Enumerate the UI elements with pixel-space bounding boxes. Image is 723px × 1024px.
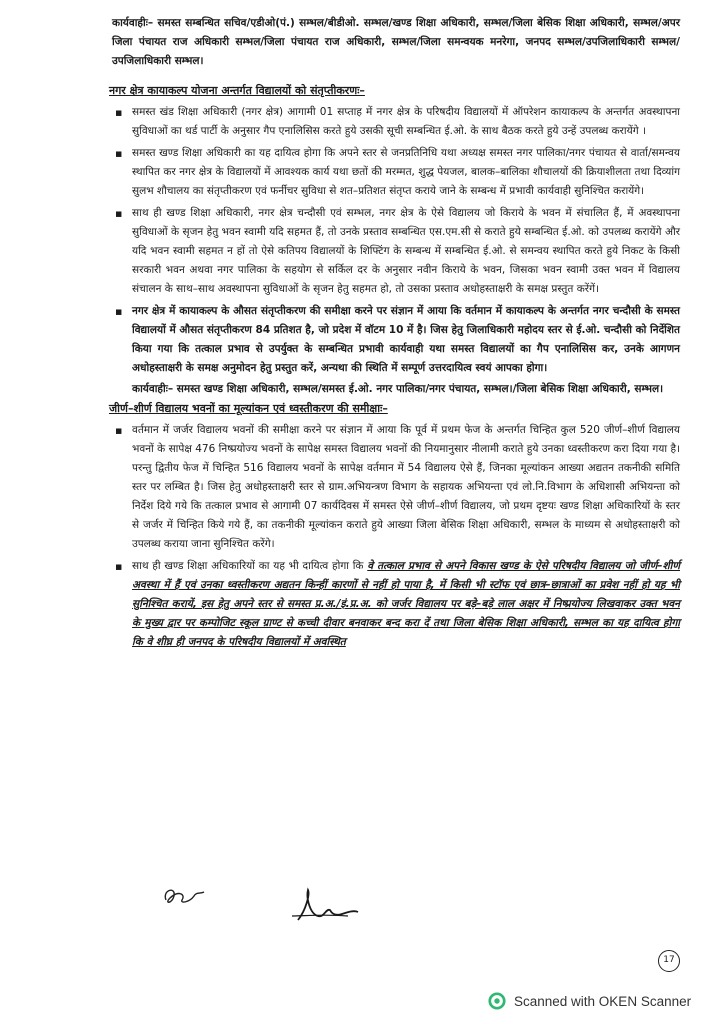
section1-bullet-2: ▪ समस्त खण्ड शिक्षा अधिकारी का यह दायित्व होगा कि अपने स्तर से जनप्रतिनिधि यथा अध्यक्ष समस्त नगर पालिका/नगर पंचायत से वार्ता/समन्वय स्थापित कर नगर क्षेत्र के विद्यालयों में आवश्यक कार्य यथा छतों की मरम्मत, शुद्ध पेयजल, बालक–बालिका शौचालयों की क्रियाशीलता तथा दिव्यांग सुलभ शौचालय का संतृप्तीकरण एवं फर्नीचर सुविधा से शत–प्रतिशत संतृप्त कराये जाने के सम्बन्ध में प्रभावी कार्यवाही सुनिश्चित करायेंगे। — [112, 144, 680, 201]
section1-bullets — [112, 103, 680, 378]
document-body — [109, 14, 680, 652]
intro-action-text: कार्यवाहीः– समस्त सम्बन्धित सचिव/एडीओ(पं.) सम्भल/बीडीओ. सम्भल/खण्ड शिक्षा अधिकारी, सम्भल/जिला बेसिक शिक्षा अधिकारी, सम्भल/अपर जिला पंचायत राज अधिकारी सम्भल/जिला पंचायत राज अधिकारी, सम्भल/जिला समन्वयक मनरेगा, जनपद सम्भल/उपजिलाधिकारी सम्भल/उपजिलाधिकारी सम्भल। — [112, 17, 680, 67]
section2-heading: जीर्ण–शीर्ण विद्यालय भवनों का मूल्यांकन एवं ध्वस्तीकरण की समीक्षाः– — [109, 402, 388, 415]
initials-signature-icon — [160, 880, 210, 914]
section1-bullet-1: ▪ समस्त खंड शिक्षा अधिकारी (नगर क्षेत्र) आगामी 01 सप्ताह में नगर क्षेत्र के परिषदीय विद्यालयों में ऑपरेशन कायाकल्प के अन्तर्गत अवस्थापना सुविधाओं का थर्ड पार्टी के अनुसार गैप एनालिसिस करते हुये उसकी सूची सम्बन्धित ई.ओ. के साथ बैठक करते हुये उन्हें उपलब्ध करायेंगे । — [112, 103, 680, 141]
section1-bullet-3: ▪ साथ ही खण्ड शिक्षा अधिकारी, नगर क्षेत्र चन्दौसी एवं सम्भल, नगर क्षेत्र के ऐसे विद्यालय जो किराये के भवन में संचालित हैं, में अवस्थापना सुविधाओं के सृजन हेतु भवन स्वामी यदि सहमत हैं, तो उनके प्रस्ताव सम्बन्धित एस.एम.सी से कराते हुये सम्बन्धित ई.ओ. को उपलब्ध करायेंगे और यदि भवन स्वामी सहमत न हों तो ऐसे कतिपय विद्यालयों के शिफ्टिंग के सम्बन्ध में सम्बन्धित ई.ओ. से समन्वय स्थापित करते हुये निकट के किसी सरकारी भवन अथवा नगर पालिका के सहयोग से सर्किल दर के अनुसार नवीन किराये के भवन, जिसका भवन स्वामी उक्त भवन में विद्यालय संचालन के साथ–साथ अवस्थापना सुविधाओं के सृजन हेतु सहमत हो, तो उसका प्रस्ताव अधोहस्ताक्षरी के समक्ष प्रस्तुत करेंगें। — [112, 204, 680, 299]
scanner-logo-icon — [488, 992, 506, 1010]
section2-bullet-2 — [112, 557, 680, 652]
section2-bullet-1: ▪ वर्तमान में जर्जर विद्यालय भवनों की समीक्षा करने पर संज्ञान में आया कि पूर्व में प्रथम फेज के अन्तर्गत चिन्हित कुल 520 जीर्ण–शीर्ण विद्यालय भवनों के सापेक्ष 476 निष्प्रयोज्य भवनों के सापेक्ष समस्त विद्यालय भवनों की नियमानुसार नीलामी कराते हुये उनका ध्वस्तीकरण करा दिया गया है। परन्तु द्वितीय फेज में चिन्हित 516 विद्यालय भवनों के सापेक्ष वर्तमान में 54 विद्यालय ऐसे हैं, जिनका मूल्यांकन आख्या अद्यतन तकनीकी समिति स्तर पर लम्बित है। जिस हेतु अधोहस्ताक्षरी स्तर से ग्राम.अभियन्त्रण विभाग के सहायक अभियन्ता एवं लो.नि.विभाग के अधिशासी अभियन्ता को निर्देश दिये गये कि तत्काल प्रभाव से आगामी 07 कार्यदिवस में समस्त ऐसे जीर्ण–शीर्ण विद्यालय, जो प्रथम दृष्टयः खण्ड शिक्षा अधिकारियों के स्तर से जर्जर में चिन्हित किये गये हैं, का तकनीकी मूल्यांकन कराते हुये आख्या जिला बेसिक शिक्षा अधिकारी, सम्भल के माध्यम से अधोहस्ताक्षरी को उपलब्ध कराया जाना सुनिश्चित करेंगे। — [112, 421, 680, 554]
officer-signature-icon — [288, 886, 360, 928]
section1-bullet-4: ▪ नगर क्षेत्र में कायाकल्प के औसत संतृप्तीकरण की समीक्षा करने पर संज्ञान में आया कि वर्तमान में कायाकल्प के अन्तर्गत नगर चन्दौसी के समस्त विद्यालयों में औसत संतृप्तीकरण 84 प्रतिशत है, जो प्रदेश में वॉटम 10 में है। जिस हेतु जिलाधिकारी महोदय स्तर से ई.ओ. चन्दौसी को निर्देशित किया गया कि तत्काल प्रभाव से उपर्युक्त के सम्बन्धित प्रभावी कार्यवाही यथा समस्त विद्यालयों का गैप एनालिसिस कर, उनके आगणन अधोहस्ताक्षरी के समक्ष अनुमोदन हेतु प्रस्तुत करें, अन्यथा की स्थिति में सम्पूर्ण उत्तरदायित्व स्वयं आपका होगा। — [112, 302, 680, 378]
scanner-footer — [488, 990, 691, 1012]
section2-bullet-2-plain: साथ ही खण्ड शिक्षा अधिकारियों का यह भी दायित्व होगा कि — [132, 560, 368, 572]
page-number-mark: 17 — [658, 950, 680, 972]
section1-heading: नगर क्षेत्र कायाकल्प योजना अन्तर्गत विद्यालयों को संतृप्तीकरणः– — [109, 84, 365, 97]
section2-bullets — [112, 421, 680, 652]
section1-action-text: कार्यवाहीः– समस्त खण्ड शिक्षा अधिकारी, सम्भल/समस्त ई.ओ. नगर पालिका/नगर पंचायत, सम्भल।/जिला बेसिक शिक्षा अधिकारी, सम्भल। — [132, 383, 664, 395]
scanner-watermark-text: Scanned with OKEN Scanner — [514, 993, 692, 1009]
section2-bullet-2-underlined: वे तत्काल प्रभाव से अपने विकास खण्ड के ऐसे परिषदीय विद्यालय जो जीर्ण–शीर्ण अवस्था में हैं एवं उनका ध्वस्तीकरण अद्यतन किन्हीं कारणों से नहीं हो पाया है, में किसी भी स्टॉफ एवं छात्र–छात्राओं का प्रवेश नहीं हो यह भी सुनिश्चित करायें, इस हेतु अपने स्तर से समस्त प्र.अ./इं.प्र.अ. को जर्जर विद्यालय पर बड़े–बड़े लाल अक्षर में निष्प्रयोज्य लिखवाकर उक्त भवन के मुख्य द्वार पर कम्पोजिट स्कूल ग्राण्ट से कच्ची दीवार बनवाकर बन्द करा दें तथा जिला बेसिक शिक्षा अधिकारी, सम्भल का यह दायित्व होगा कि वे शीघ्र ही जनपद के परिषदीय विद्यालयों में अवस्थित — [132, 560, 680, 648]
